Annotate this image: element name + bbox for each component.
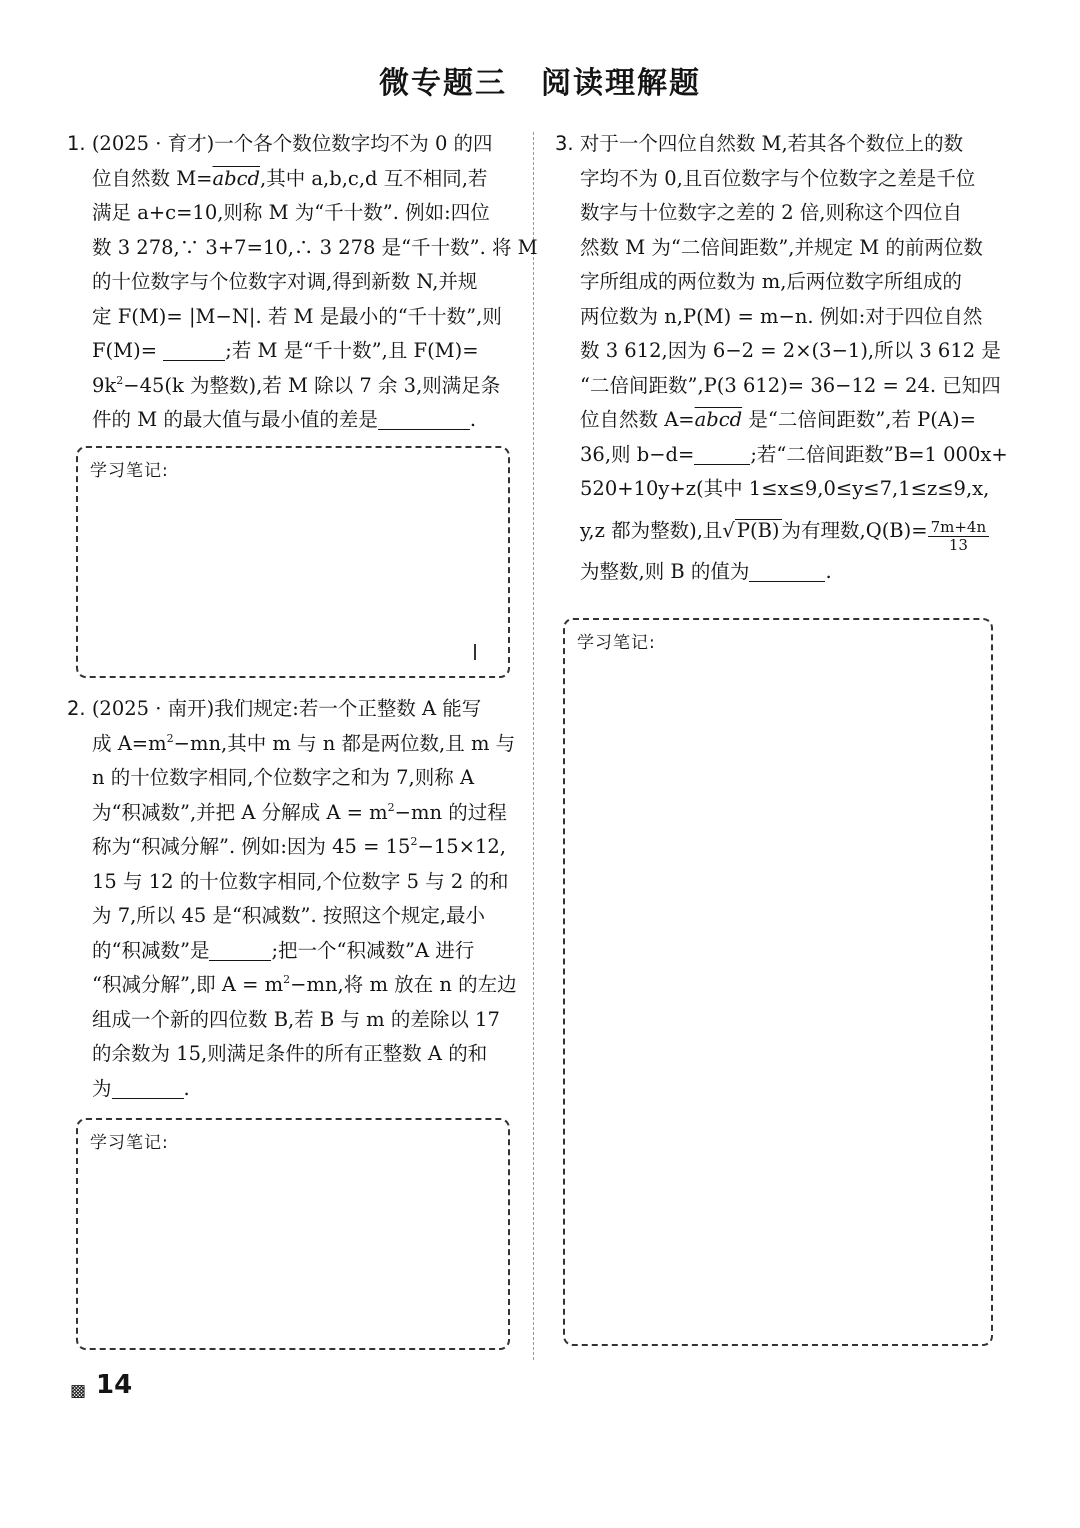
question-1-number: 1. <box>67 132 86 155</box>
question-2-number: 2. <box>67 697 86 720</box>
sqrt-expression: P(B) <box>736 518 780 542</box>
question-3-line-6: 两位数为 n,P(M) = m−n. 例如:对于四位自然 <box>580 304 983 328</box>
study-notes-box-2[interactable] <box>76 1118 510 1350</box>
study-notes-label: 学习笔记: <box>577 633 656 653</box>
question-2-line-6: 15 与 12 的十位数字相同,个位数字 5 与 2 的和 <box>92 869 509 893</box>
question-2-line-12: 为 . <box>92 1076 190 1100</box>
question-1-line-5: 的十位数字与个位数字对调,得到新数 N,并规 <box>92 270 478 293</box>
question-1 <box>67 127 538 438</box>
question-1-line-6: 定 F(M)= |M−N|. 若 M 是最小的“千十数”,则 <box>92 304 502 328</box>
study-notes-box-3[interactable] <box>563 618 993 1346</box>
question-2-line-9: “积减分解”,即 $A = m^2-mn$,将 m 放在 n 的左边 <box>92 973 517 996</box>
question-3-line-8: “二倍间距数”,P(3 612)= 36−12 = 24. 已知四 <box>580 373 1001 397</box>
question-2-line-7: 为 7,所以 45 是“积减数”. 按照这个规定,最小 <box>92 904 486 927</box>
question-2-source: (2025 · 南开) <box>91 697 215 720</box>
question-1-line-7: F(M)= ;若 M 是“千十数”,且 F(M)= <box>92 339 479 362</box>
question-1-line-3: 满足 a+c=10,则称 M 为“千十数”. 例如:四位 <box>92 201 490 224</box>
question-1-source: (2025 · 育才) <box>91 132 215 155</box>
question-3-line-13: 为整数,则 B 的值为 . <box>580 559 832 583</box>
study-notes-label: 学习笔记: <box>90 1133 169 1153</box>
question-3-line-12: y,z 都为整数),且√ P(B) 为有理数,Q(B)= $\frac{7m+4n}{13}$ <box>555 507 1000 555</box>
column-divider <box>533 132 534 1360</box>
question-2-line-5: 称为“积减分解”. 例如:因为 $45 = 15^2-15\times 12$, <box>92 835 506 858</box>
answer-blank-1a[interactable] <box>163 338 225 361</box>
study-notes-label: 学习笔记: <box>90 461 169 481</box>
study-notes-box-1[interactable] <box>76 446 510 678</box>
question-3-number: 3. <box>555 132 574 155</box>
question-1-line-8: $9k^2-45(k$ 为整数),若 M 除以 7 余 3,则满足条 <box>92 373 501 397</box>
question-3-line-1: 对于一个四位自然数 M,若其各个数位上的数 <box>579 132 964 155</box>
question-2-line-10: 组成一个新的四位数 B,若 B 与 m 的差除以 17 <box>92 1007 500 1031</box>
question-1-line-1: 一个各个数位数字均不为 0 的四 <box>214 132 493 155</box>
question-2-line-1: 我们规定:若一个正整数 A 能写 <box>214 697 482 720</box>
answer-blank-3a[interactable] <box>694 442 750 465</box>
answer-blank-1b[interactable] <box>378 407 470 430</box>
question-3-line-2: 字均不为 0,且百位数字与个位数字之差是千位 <box>580 166 976 190</box>
pen-mark <box>474 644 476 660</box>
question-3-line-9: 位自然数 A=abcd 是“二倍间距数”,若 P(A)= <box>580 408 976 431</box>
page-number: 14 <box>96 1370 133 1400</box>
question-1-line-2: 位自然数 M=abcd,其中 a,b,c,d 互不相同,若 <box>92 166 488 190</box>
question-3-line-3: 数字与十位数字之差的 2 倍,则称这个四位自 <box>580 201 963 224</box>
title-part-2: 阅读理解题 <box>541 66 701 101</box>
answer-blank-3b[interactable] <box>749 559 825 582</box>
question-2-line-3: n 的十位数字相同,个位数字之和为 7,则称 A <box>92 766 475 789</box>
question-2-line-2: 成 $A=m^2-mn$,其中 m 与 n 都是两位数,且 m 与 <box>92 731 516 755</box>
question-1-line-4: 数 3 278,∵ 3+7=10,∴ 3 278 是“千十数”. 将 M <box>92 235 538 259</box>
book-icon: ▩ <box>70 1381 87 1401</box>
question-3-line-7: 数 3 612,因为 6−2 = 2×(3−1),所以 3 612 是 <box>580 339 1001 362</box>
question-3-line-5: 字所组成的两位数为 m,后两位数字所组成的 <box>580 270 962 293</box>
answer-blank-2a[interactable] <box>209 938 271 961</box>
question-2 <box>67 692 517 1106</box>
fraction-q: $\frac{7m+4n}{13}$ <box>928 519 990 554</box>
answer-blank-2b[interactable] <box>112 1076 184 1099</box>
question-2-line-11: 的余数为 15,则满足条件的所有正整数 A 的和 <box>92 1042 488 1065</box>
question-3-line-11: 520+10y+z(其中 1≤x≤9,0≤y≤7,1≤z≤9,x, <box>580 477 990 500</box>
title-part-1: 微专题三 <box>379 66 507 101</box>
question-3-line-4: 然数 M 为“二倍间距数”,并规定 M 的前两位数 <box>580 235 983 259</box>
question-1-line-9: 件的 M 的最大值与最小值的差是 . <box>92 408 477 431</box>
page-title <box>0 58 1080 102</box>
question-2-line-4: 为“积减数”,并把 A 分解成 $A = m^2-mn$ 的过程 <box>92 800 507 824</box>
question-2-line-8: 的“积减数”是 ;把一个“积减数”A 进行 <box>92 938 475 962</box>
question-3-line-10: 36,则 b−d= ;若“二倍间距数”B=1 000x+ <box>580 442 1008 466</box>
question-3 <box>555 127 1008 589</box>
